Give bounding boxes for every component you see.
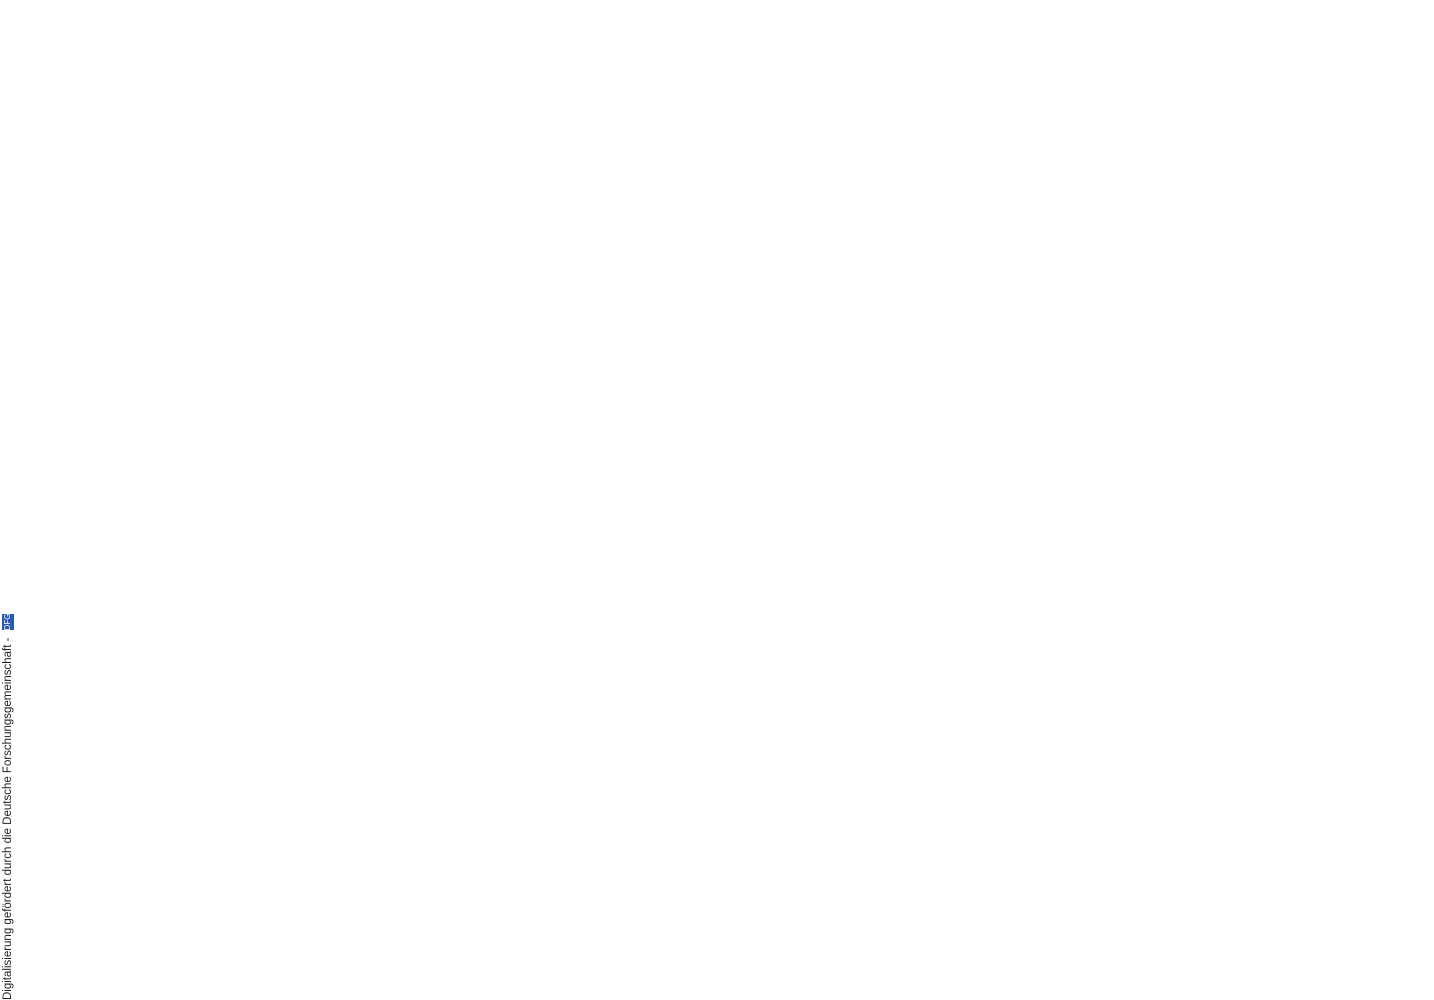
- dfg-logo: DFG: [3, 613, 12, 631]
- digitization-credit-text: Digitalisierung gefördert durch die Deutsche Forschungsgemeinschaft -: [2, 637, 15, 1000]
- digitization-credit: [2, 10, 20, 1000]
